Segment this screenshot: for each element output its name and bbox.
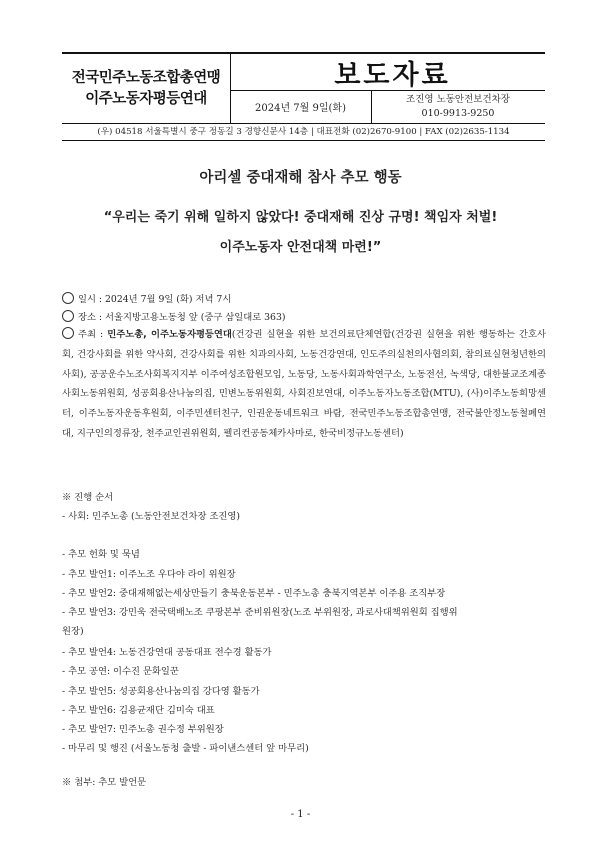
bullet-circle-icon <box>62 292 74 304</box>
program-item: - 추모 공연: 이수진 문화일꾼 <box>62 666 179 677</box>
organization-box <box>62 54 231 123</box>
release-date: 2024년 7월 9일(화) <box>230 90 372 123</box>
press-header <box>62 52 545 124</box>
host-main: 민주노총, 이주노동자평등연대 <box>107 329 232 340</box>
program-item: - 마무리 및 행진 (서울노동청 출발 - 파이낸스센터 앞 마무리) <box>62 743 309 754</box>
program-item: - 추모 발언6: 김용균재단 김미숙 대표 <box>62 705 215 716</box>
contact-phone: 010-9913-9250 <box>421 107 495 119</box>
org-name-kctu: 전국민주노동조합총연맹 <box>71 69 221 86</box>
host-list: (건강권 실현을 위한 보건의료단체연합(건강권 실현을 위한 행동하는 간호사회, 건강사회를 위한 약사회, 건강사회를 위한 치과의사회, 노동건강연대, 인도주의실천의사협의회, 참의료실현청년한의사회), 공공운수노조사회복지지부 이주여성조합원모임, 노동당, 노동사회과학연구소, 노동전선, 녹색당, 대한불교조계종사회노동위원회, 성공회용산나눔의집, 민변노동위원회, 사회진보연대, 이주노동자노동조합(MTU), (사)이주노동희망센터, 이주노동자운동후원회, 이주민센터친구, 인권운동네트워크 바람, 전국민주노동조합총연맹, 전국불안정노동철폐연대, 지구인의정류장, 천주교인권위원회, 펠리컨공동체카사마로, 한국비정규노동센터) <box>62 329 546 439</box>
program-item: 원장) <box>62 626 84 637</box>
program-item: - 추모 발언2: 중대재해없는세상만들기 충북운동본부 - 민주노총 충북지역본부 이주용 조직부장 <box>62 588 446 599</box>
slogan-line-1: “우리는 죽기 위해 일하지 않았다! 중대재해 진상 규명! 책임자 처벌! <box>103 210 498 225</box>
datetime-text: 일시 : 2024년 7월 9일 (화) 저녁 7시 <box>78 294 232 305</box>
program-mc: - 사회: 민주노총 (노동안전보건차장 조진영) <box>62 511 241 522</box>
program-item: - 추모 발언5: 성공회용산나눔의집 강다영 활동가 <box>62 686 260 697</box>
attachment-note: ※ 첨부: 추모 발언문 <box>62 777 147 788</box>
program-item: - 추모 발언1: 이주노조 우다야 라이 위원장 <box>62 569 236 580</box>
slogan-line-2: 이주노동자 안전대책 마련!” <box>219 240 382 255</box>
program-heading: ※ 진행 순서 <box>62 492 114 503</box>
place-line <box>62 309 286 323</box>
address-line: (우) 04518 서울특별시 중구 정동길 3 경향신문사 14층 | 대표전화 (02)2670-9100 | FAX (02)2635-1134 <box>62 124 545 141</box>
program-item: - 추모 발언7: 민주노총 권수정 부위원장 <box>62 724 224 735</box>
contact-box <box>371 90 545 123</box>
bullet-circle-icon <box>62 310 74 322</box>
page-title: 아리셀 중대재해 참사 추모 행동 <box>199 170 402 186</box>
bullet-circle-icon <box>62 327 74 339</box>
contact-name: 조진영 노동안전보건차장 <box>406 93 510 105</box>
org-name-migrant: 이주노동자평등연대 <box>85 90 207 107</box>
page-number: - 1 - <box>290 809 311 820</box>
doc-type-box <box>230 54 545 91</box>
program-item: - 추모 헌화 및 묵념 <box>62 549 140 560</box>
host-paragraph <box>62 325 546 444</box>
doc-type-title: 보도자료 <box>334 59 451 91</box>
datetime-line <box>62 291 231 305</box>
place-text: 장소 : 서울지방고용노동청 앞 (중구 삼일대로 363) <box>78 312 286 323</box>
host-label: 주최 : <box>78 329 104 340</box>
program-item: - 추모 발언4: 노동건강연대 공동대표 전수경 활동가 <box>62 647 272 658</box>
program-item: - 추모 발언3: 강민욱 전국택배노조 쿠팡본부 준비위원장(노조 부위원장, 과로사대책위원회 집행위 <box>62 607 458 618</box>
